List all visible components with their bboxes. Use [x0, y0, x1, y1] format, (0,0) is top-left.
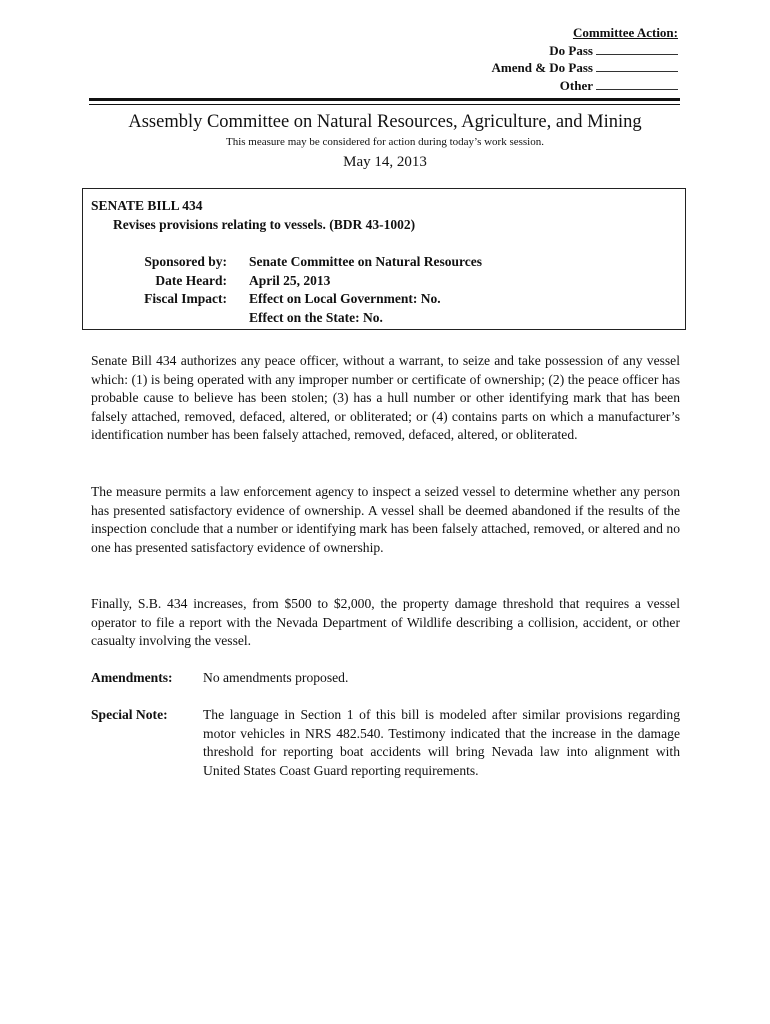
- amendments-label: Amendments:: [91, 670, 173, 685]
- action-blank-line: [596, 60, 678, 72]
- amendments-text: No amendments proposed.: [203, 670, 349, 685]
- committee-title: Assembly Committee on Natural Resources, Agriculture, and Mining: [128, 112, 642, 132]
- header-rule-thick: [89, 98, 680, 101]
- action-blank-line: [596, 78, 678, 90]
- committee-action-block: [438, 24, 678, 94]
- summary-paragraph-2: The measure permits a law enforcement agency to inspect a seized vessel to determine whether any person has presented satisfactory evidence of ownership. A vessel shall be deemed abandoned if the results of the inspection conclude that a number or identifying mark has been falsely attached, removed, or altered and no one has presented satisfactory evidence of ownership.: [91, 484, 680, 555]
- committee-action-title: Committee Action:: [572, 25, 678, 40]
- action-amend-do-pass: [438, 59, 678, 77]
- date-heard-value: April 25, 2013: [249, 272, 331, 288]
- action-do-pass: [438, 42, 678, 60]
- action-option-label: Do Pass: [549, 42, 593, 58]
- action-option-label: Other: [559, 77, 593, 93]
- bill-summary-box: [82, 188, 686, 330]
- bill-number: SENATE BILL 434: [91, 198, 203, 213]
- sponsor-label: Sponsored by:: [144, 254, 227, 269]
- bill-description: Revises provisions relating to vessels. (BDR 43-1002): [113, 217, 416, 232]
- summary-paragraph-3: Finally, S.B. 434 increases, from $500 to $2,000, the property damage threshold that requires a vessel operator to file a report with the Nevada Department of Wildlife describing a collision, accident, or other casualty involving the vessel.: [91, 596, 680, 649]
- meeting-date: May 14, 2013: [343, 154, 427, 170]
- work-session-notice: This measure may be considered for action during today’s work session.: [225, 136, 544, 148]
- action-other: [438, 77, 678, 95]
- action-blank-line: [596, 43, 678, 55]
- summary-paragraph-1: Senate Bill 434 authorizes any peace officer, without a warrant, to seize and take possession of any vessel which: (1) is being operated with any improper number or certificate of ownership; (2) the peace officer has probable cause to believe has been stolen; (3) has a hull number or other identifying mark that has been falsely attached, removed, defaced, altered, or obliterated; or (4) contains parts on which a manufacturer’s identification number has been falsely attached, removed, defaced, altered, or obliterated.: [91, 353, 680, 443]
- action-option-label: Amend & Do Pass: [491, 60, 593, 75]
- fiscal-state-value: Effect on the State: No.: [249, 309, 383, 325]
- fiscal-impact-label: Fiscal Impact:: [144, 291, 227, 306]
- special-note-text: The language in Section 1 of this bill is modeled after similar provisions regarding motor vehicles in NRS 482.540. Testimony indicated that the increase in the damage threshold for reporting boat accidents will bring Nevada law into alignment with United States Coast Guard reporting requirements.: [203, 707, 680, 778]
- header-rule-thin: [89, 104, 680, 105]
- date-heard-label: Date Heard:: [155, 272, 227, 288]
- fiscal-local-value: Effect on Local Government: No.: [249, 291, 441, 306]
- sponsor-value: Senate Committee on Natural Resources: [249, 254, 482, 269]
- special-note-label: Special Note:: [91, 707, 168, 722]
